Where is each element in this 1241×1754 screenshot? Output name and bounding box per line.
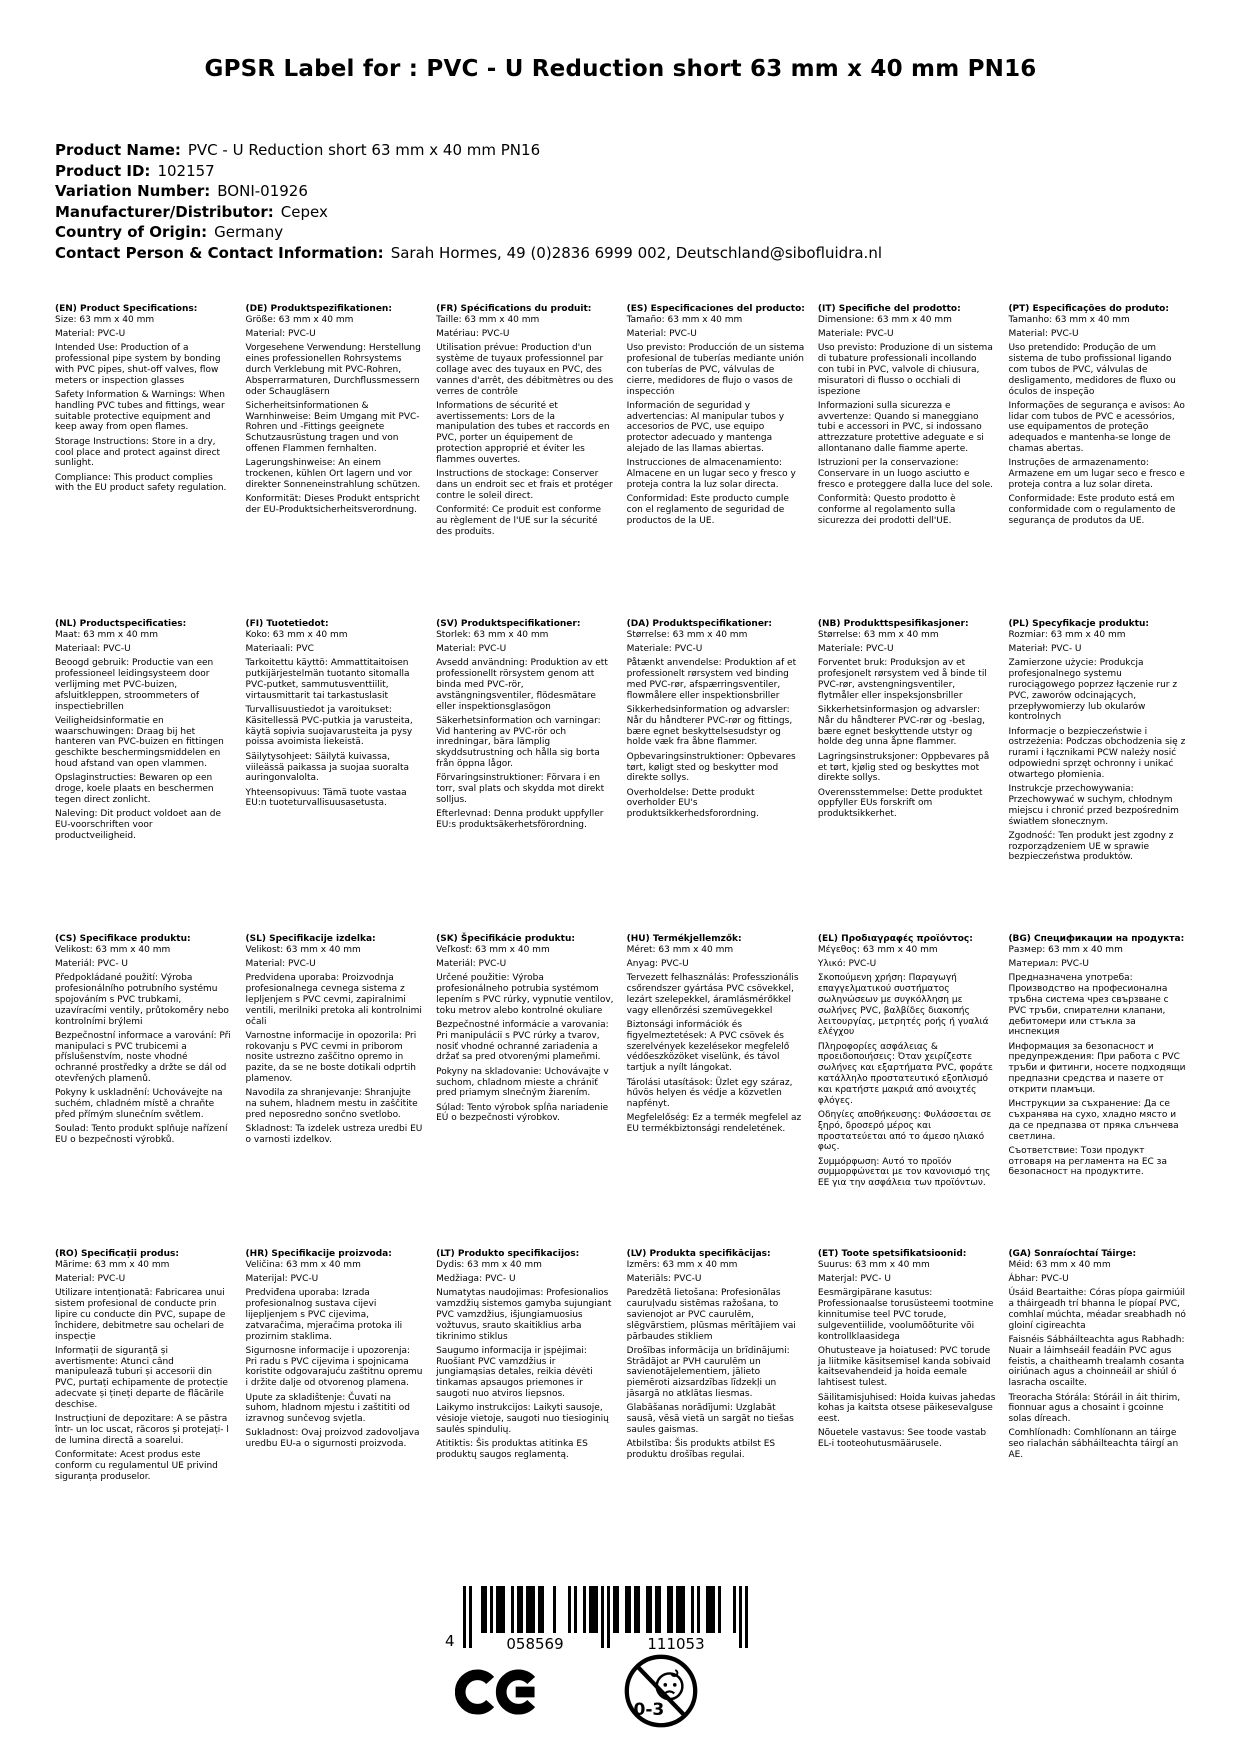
spec-paragraph: Rozmiar: 63 mm x 40 mm <box>1008 629 1126 640</box>
spec-block-title: (PL) Specyfikacje produktu: <box>1008 619 1149 629</box>
spec-paragraph: Материал: PVC-U <box>1008 959 1089 970</box>
spec-paragraph: Σκοπούμενη χρήση: Παραγωγή επαγγελματικού συστήματος σωληνώσεων με συγκόλληση με σωλήνες PVC, βαλβίδες διακοπής λειτουργίας, μετρητές ροής ή γυαλιά ελέγχου <box>817 973 989 1038</box>
spec-paragraph: Úsáid Beartaithe: Córas píopa gairmiúil a tháirgeadh trí bhanna le píopaí PVC, comhlaí múchta, méadar sreabhadh nó gloiní cigireachta <box>1008 1288 1186 1331</box>
spec-paragraph: Instrucciones de almacenamiento: Almacene en un lugar seco y fresco y proteja contra la luz solar directa. <box>626 458 796 490</box>
spec-paragraph: Biztonsági információk és figyelmeztetések: A PVC csövek és szerelvények kezelésekor megfelelő védőeszközöket viselünk, és távol tartjuk a nyílt lángokat. <box>626 1020 790 1074</box>
spec-paragraph: Materiale: PVC-U <box>626 644 703 655</box>
spec-paragraph: Materiale: PVC-U <box>817 644 894 655</box>
spec-paragraph: Zamierzone użycie: Produkcja profesjonalnego systemu rurociągowego poprzez łączenie rur z PVC, zaworów odcinających, przepływomierzy lub okularów kontrolnych <box>1008 658 1178 723</box>
spec-paragraph: Material: PVC-U <box>436 644 507 655</box>
product-info-row <box>55 181 882 202</box>
spec-paragraph: Conformità: Questo prodotto è conforme al regolamento sulla sicurezza dei prodotti dell'UE. <box>817 494 956 526</box>
spec-paragraph: Avsedd användning: Produktion av ett professionellt rörsystem genom att binda med PVC-rör, avstängningsventiler, flödesmätare eller inspektionsglasögon <box>436 658 608 712</box>
spec-paragraph: Πληροφορίες ασφάλειας & προειδοποιήσεις: Όταν χειρίζεστε σωλήνες και εξαρτήματα PVC, φοράτε κατάλληλο προστατευτικό εξοπλισμό και κρατήστε μακριά από ανοιχτές φλόγες. <box>817 1041 993 1106</box>
spec-block-title: (ET) Toote spetsifikatsioonid: <box>817 1249 967 1259</box>
spec-block-title: (SV) Produktspecifikationer: <box>436 619 581 629</box>
spec-paragraph: Påtænkt anvendelse: Produktion af et professionelt rørsystem ved binding med PVC-rør, afspærringsventiler, flowmålere eller inspektionsbriller <box>626 658 797 701</box>
spec-paragraph: Tarkoitettu käyttö: Ammattitaitoisen putkijärjestelmän tuotanto sitomalla PVC-putket, sammutusventtiilit, virtausmittarit tai tarkastuslasit <box>245 658 410 701</box>
spec-paragraph: Mărime: 63 mm x 40 mm <box>55 1259 170 1270</box>
spec-block-nb <box>818 619 996 934</box>
spec-paragraph: Turvallisuustiedot ja varoitukset: Käsitellessä PVC-putkia ja varusteita, käytä sopivia suojavarusteita ja pysy poissa avoimista liekeistä. <box>245 705 413 748</box>
spec-paragraph: Matériau: PVC-U <box>436 329 510 340</box>
spec-paragraph: Størrelse: 63 mm x 40 mm <box>817 629 939 640</box>
spec-paragraph: Sikkerhedsinformation og advarsler: Når du håndterer PVC-rør og fittings, bære egnet beskyttelsesudstyr og holde væk fra åbne flammer. <box>626 705 793 748</box>
spec-paragraph: Yhteensopivuus: Tämä tuote vastaa EU:n tuoteturvallisuusasetusta. <box>245 787 407 809</box>
spec-paragraph: Istruzioni per la conservazione: Conservare in un luogo asciutto e fresco e proteggere dalla luce del sole. <box>817 458 994 490</box>
spec-paragraph: Säilytysohjeet: Säilytä kuivassa, viileässä paikassa ja suojaa suoralta auringonvalolta. <box>245 751 410 784</box>
spec-block-title: (RO) Specificații produs: <box>55 1249 179 1259</box>
spec-block-lt <box>436 1249 614 1564</box>
spec-paragraph: Συμμόρφωση: Αυτό το προϊόν συμμορφώνεται με τον κανονισμό της ΕΕ για την ασφάλεια των προϊόντων. <box>817 1156 991 1189</box>
spec-paragraph: Compliance: This product complies with the EU product safety regulation. <box>55 472 227 494</box>
product-info-value: 102157 <box>157 161 215 180</box>
spec-block-nl <box>55 619 233 934</box>
spec-paragraph: Storage Instructions: Store in a dry, cool place and protect against direct sunlight. <box>55 436 221 469</box>
product-info-value: PVC - U Reduction short 63 mm x 40 mm PN16 <box>187 141 541 159</box>
spec-block-title: (NL) Productspecificaties: <box>55 619 187 629</box>
spec-paragraph: Informazioni sulla sicurezza e avvertenze: Quando si maneggiano tubi e accessori in PVC, si indossano attrezzature protettive adeguate e si allontanano dalle fiamme aperte. <box>817 400 984 455</box>
spec-paragraph: Informações de segurança e avisos: Ao lidar com tubos de PVC e acessórios, use equipamentos de proteção adequados e mantenha-se longe de chamas abertas. <box>1008 400 1185 455</box>
age-warning-label: 0-3 <box>633 1699 665 1720</box>
age-warning-0-3-icon <box>623 1653 699 1733</box>
product-info-row <box>55 140 882 161</box>
spec-paragraph: Vorgesehene Verwendung: Herstellung eines professionellen Rohrsystems durch Verklebung mit PVC-Rohren, Absperrarmaturen, Durchflussmessern oder Schaugläsern <box>245 343 421 397</box>
spec-block-title: (EN) Product Specifications: <box>55 304 198 314</box>
spec-paragraph: Υλικό: PVC-U <box>817 959 877 970</box>
spec-paragraph: Μέγεθος: 63 mm x 40 mm <box>817 944 938 955</box>
spec-block-title: (CS) Specifikace produktu: <box>55 934 191 944</box>
spec-paragraph: Materiale: PVC-U <box>817 329 894 340</box>
spec-block-title: (GA) Sonraíochtaí Táirge: <box>1008 1249 1137 1259</box>
spec-paragraph: Größe: 63 mm x 40 mm <box>245 314 354 325</box>
spec-paragraph: Instruções de armazenamento: Armazene em um lugar seco e fresco e proteja contra a luz solar direta. <box>1008 458 1185 490</box>
spec-paragraph: Material: PVC-U <box>1008 329 1079 340</box>
spec-paragraph: Instrucțiuni de depozitare: A se păstra într- un loc uscat, răcoros și protejați- l de lumina directă a soarelui. <box>55 1414 229 1446</box>
spec-paragraph: Eesmärgipärane kasutus: Professionaalse torusüsteemi tootmine kinnitumise teel PVC torude, sulgeventiilide, voolumõõturite või kontrollklaasidega <box>817 1288 994 1342</box>
spec-paragraph: Faisnéis Sábháilteachta agus Rabhadh: Nuair a láimhseáil feadáin PVC agus feistis, a chaitheamh trealamh cosanta oiriúnach agus a choinneáil ar shiúl ó lasracha oscailte. <box>1008 1335 1185 1389</box>
spec-paragraph: Sikkerhetsinformasjon og advarsler: Når du håndterer PVC-rør og -beslag, bære egnet beskyttende utstyr og holde deg unna åpne flammer. <box>817 705 986 748</box>
spec-paragraph: Maat: 63 mm x 40 mm <box>55 629 158 640</box>
spec-paragraph: Numatytas naudojimas: Profesionalios vamzdžių sistemos gamyba sujungiant PVC vamzdžius, išjungiamuosius vožtuvus, srauto skaitiklius arba tikrinimo stiklus <box>436 1288 612 1342</box>
spec-block-title: (SK) Špecifikácie produktu: <box>436 934 575 944</box>
spec-paragraph: Konformität: Dieses Produkt entspricht der EU-Produktsicherheitsverordnung. <box>245 494 420 516</box>
spec-paragraph: Paredzētā lietošana: Profesionālas cauruļvadu sistēmas ražošana, to savienojot ar PVC caurulēm, slēgvārstiem, plūsmas mērītājiem vai pārbaudes stikliem <box>626 1288 796 1342</box>
spec-block-title: (LT) Produkto specifikacijos: <box>436 1249 580 1259</box>
spec-paragraph: Οδηγίες αποθήκευσης: Φυλάσσεται σε ξηρό, δροσερό μέρος και προστατεύεται από το άμεσο ηλιακό φως. <box>817 1109 992 1153</box>
spec-paragraph: Materjal: PVC- U <box>817 1274 891 1285</box>
product-info-value: Cepex <box>280 202 328 221</box>
page-title: GPSR Label for : PVC - U Reduction short 63 mm x 40 mm PN16 <box>204 56 1037 82</box>
spec-block-title: (HR) Specifikacije proizvoda: <box>245 1249 392 1259</box>
spec-block-title: (FR) Spécifications du produit: <box>436 304 592 314</box>
spec-block-title: (DE) Produktspezifikationen: <box>245 304 392 314</box>
spec-paragraph: Ábhar: PVC-U <box>1008 1274 1069 1285</box>
spec-paragraph: Materiaali: PVC <box>245 644 314 655</box>
product-info-row <box>55 202 882 223</box>
spec-paragraph: Anyag: PVC-U <box>626 959 689 970</box>
product-info-label: Manufacturer/Distributor: <box>55 202 274 221</box>
spec-paragraph: Predvidena uporaba: Proizvodnja profesionalnega cevnega sistema z lepljenjem s PVC cevmi, zapiralnimi ventili, merilniki pretoka ali kontrolnimi očali <box>245 973 422 1027</box>
spec-block-pt <box>1008 304 1186 619</box>
product-info-label: Variation Number: <box>55 182 211 200</box>
spec-block-title: (IT) Specifiche del prodotto: <box>817 304 961 314</box>
spec-paragraph: Sukladnost: Ovaj proizvod zadovoljava uredbu EU-a o sigurnosti proizvoda. <box>245 1428 420 1450</box>
spec-paragraph: Varnostne informacije in opozorila: Pri rokovanju s PVC cevmi in priborom nosite ustrezno zaščitno opremo in pazite, da se ne boste dotikali odprtih plamenov. <box>245 1030 417 1085</box>
barcode-group1-digits: 058569 <box>472 1635 598 1653</box>
spec-block-en <box>55 304 233 619</box>
spec-paragraph: Uso pretendido: Produção de um sistema de tubo profissional ligando com tubos de PVC, válvulas de desligamento, medidores de fluxo ou óculos de inspeção <box>1008 343 1176 397</box>
spec-paragraph: Информация за безопасност и предупреждения: При работа с PVC тръби и фитинги, носете подходящи предпазни средства и пазете от открити пламъци. <box>1008 1041 1186 1095</box>
spec-block-hr <box>246 1249 424 1564</box>
spec-paragraph: Safety Information & Warnings: When handling PVC tubes and fittings, wear suitable protective equipment and keep away from open flames. <box>55 390 225 433</box>
spec-block-title: (DA) Produktspecifikationer: <box>626 619 772 629</box>
spec-grid <box>55 304 1186 1564</box>
spec-paragraph: Předpokládané použití: Výroba profesionálního potrubního systému spojováním s PVC trubkami, uzavíracími ventily, průtokoměry nebo kontrolními brýlemi <box>55 973 229 1027</box>
product-info-label: Product Name: <box>55 141 181 159</box>
spec-paragraph: Informații de siguranță și avertismente: Atunci când manipulează tuburi și accesorii din PVC, purtați echipamente de protecție adecvate și țineți departe de flăcările deschise. <box>55 1345 228 1410</box>
spec-block-title: (EL) Προδιαγραφές προϊόντος: <box>817 934 973 944</box>
product-info-block <box>55 140 882 263</box>
spec-paragraph: Opslaginstructies: Bewaren op een droge, koele plaats en beschermen tegen direct zonlicht. <box>55 773 214 805</box>
spec-block-de <box>246 304 424 619</box>
spec-paragraph: Utilisation prévue: Production d'un système de tuyaux professionnel par collage avec des tuyaux en PVC, des vannes d'arrêt, des débitmètres ou des verres de contrôle <box>436 343 614 397</box>
spec-paragraph: Treoracha Stórála: Stóráil in áit thirim, fionnuar agus a chosaint i gcoinne solas díreach. <box>1008 1392 1181 1425</box>
spec-paragraph: Bezpečnostní informace a varování: Při manipulaci s PVC trubicemi a příslušenstvím, noste vhodné ochranné prostředky a držte se dál od otevřených plamenů. <box>55 1030 231 1085</box>
spec-paragraph: Размер: 63 mm x 40 mm <box>1008 944 1123 955</box>
spec-paragraph: Sicherheitsinformationen & Warnhinweise: Beim Umgang mit PVC-Rohren und -Fittings geeignete Schutzausrüstung tragen und von offenen Flammen fernhalten. <box>245 400 420 455</box>
spec-block-fi <box>246 619 424 934</box>
spec-paragraph: Dimensione: 63 mm x 40 mm <box>817 314 952 325</box>
spec-paragraph: Material: PVC-U <box>55 1274 126 1285</box>
spec-paragraph: Naleving: Dit product voldoet aan de EU-voorschriften voor productveiligheid. <box>55 809 222 841</box>
spec-paragraph: Informations de sécurité et avertissements: Lors de la manipulation des tubes et raccords en PVC, porter un équipement de protection approprié et éviter les flammes ouvertes. <box>436 400 610 465</box>
spec-paragraph: Izmērs: 63 mm x 40 mm <box>626 1259 738 1270</box>
ean13-barcode <box>445 1586 767 1654</box>
spec-paragraph: Skladnost: Ta izdelek ustreza uredbi EU o varnosti izdelkov. <box>245 1124 423 1146</box>
spec-block-title: (BG) Спецификации на продукта: <box>1008 934 1185 944</box>
spec-block-pl <box>1008 619 1186 934</box>
spec-paragraph: Bezpečnostné informácie a varovania: Pri manipulácii s PVC rúrky a tvarov, nosiť vhodné ochranné zariadenia a držať sa pred otvorenými plameňmi. <box>436 1020 609 1063</box>
spec-paragraph: Tamanho: 63 mm x 40 mm <box>1008 314 1130 325</box>
spec-paragraph: Lagringsinstruksjoner: Oppbevares på et tørt, kjølig sted og beskyttes mot direkte sollys. <box>817 751 990 784</box>
spec-paragraph: Tervezett felhasználás: Professzionális csőrendszer gyártása PVC csövekkel, lezárt szelepekkel, áramlásmérőkkel vagy ellenőrzési szemüvegekkel <box>626 973 799 1016</box>
product-info-value: Sarah Hormes, 49 (0)2836 6999 002, Deutschland@sibofluidra.nl <box>390 243 882 262</box>
spec-paragraph: Ohutusteave ja hoiatused: PVC torude ja liitmike käsitsemisel kanda sobivaid kaitsevahendeid ja hoida eemale lahtisest tulest. <box>817 1345 991 1389</box>
spec-paragraph: Utilizare intenționată: Fabricarea unui sistem profesional de conducte prin lipire cu conducte din PVC, supape de închidere, debitmetre sau ochelari de inspecție <box>55 1288 226 1342</box>
spec-paragraph: Opbevaringsinstruktioner: Opbevares tørt, køligt sted og beskytter mod direkte sollys. <box>626 751 796 784</box>
spec-paragraph: Materiál: PVC- U <box>55 959 129 970</box>
spec-paragraph: Nõuetele vastavus: See toode vastab EL-i tooteohutusmäärusele. <box>817 1428 987 1450</box>
spec-paragraph: Sigurnosne informacije i upozorenja: Pri radu s PVC cijevima i spojnicama koristite odgovarajuću zaštitnu opremu i držite dalje od otvorenog plamena. <box>245 1345 423 1389</box>
ce-mark-icon <box>455 1661 537 1727</box>
spec-paragraph: Lagerungshinweise: An einem trockenen, kühlen Ort lagern und vor direkter Sonneneinstrahlung schützen. <box>245 458 421 490</box>
spec-paragraph: Säilitamisjuhised: Hoida kuivas jahedas kohas ja kaitsta otsese päikesevalguse eest. <box>817 1392 996 1425</box>
spec-paragraph: Conformidad: Este producto cumple con el reglamento de seguridad de productos de la UE. <box>626 494 789 526</box>
spec-paragraph: Overholdelse: Dette produkt overholder EU's produktsikkerhedsforordning. <box>626 787 759 820</box>
spec-paragraph: Предназначена употреба: Производство на професионална тръбна система чрез свързване с PVC тръби, спирателни клапани, дебитомери или стъкла за инспекция <box>1008 973 1169 1038</box>
spec-paragraph: Pokyny k uskladnění: Uchovávejte na suchém, chladném místě a chraňte před přímým slunečním světlem. <box>55 1088 223 1120</box>
spec-block-cs <box>55 934 233 1249</box>
spec-block-el <box>818 934 996 1249</box>
spec-paragraph: Conformitate: Acest produs este conform cu regulamentul UE privind siguranța produselor. <box>55 1450 218 1482</box>
spec-paragraph: Súlad: Tento výrobok spĺňa nariadenie EÚ o bezpečnosti výrobkov. <box>436 1102 609 1124</box>
spec-paragraph: Materiaal: PVC-U <box>55 644 131 655</box>
spec-paragraph: Navodila za shranjevanje: Shranjujte na suhem, hladnem mestu in zaščitite pred neposredno sončno svetlobo. <box>245 1088 418 1120</box>
spec-paragraph: Comhlíonadh: Comhlíonann an táirge seo rialachán sábháilteachta táirgí an AE. <box>1008 1428 1179 1461</box>
product-info-row <box>55 161 882 182</box>
spec-paragraph: Material: PVC-U <box>245 329 316 340</box>
spec-block-ga <box>1008 1249 1186 1564</box>
spec-paragraph: Zgodność: Ten produkt jest zgodny z rozporządzeniem UE w sprawie bezpieczeństwa produktów. <box>1008 830 1174 863</box>
spec-paragraph: Velikost: 63 mm x 40 mm <box>55 944 171 955</box>
spec-paragraph: Materiāls: PVC-U <box>626 1274 702 1285</box>
spec-paragraph: Upute za skladištenje: Čuvati na suhom, hladnom mjestu i zaštititi od izravnog sunčevog svjetla. <box>245 1392 410 1425</box>
spec-paragraph: Veľkosť: 63 mm x 40 mm <box>436 944 550 955</box>
spec-block-title: (NB) Produkttspesifikasjoner: <box>817 619 969 629</box>
spec-paragraph: Veličina: 63 mm x 40 mm <box>245 1259 361 1270</box>
spec-paragraph: Velikost: 63 mm x 40 mm <box>245 944 361 955</box>
spec-paragraph: Drošības informācija un brīdinājumi: Strādājot ar PVH caurulēm un savienotājelementiem, jālieto piemēroti aizsardzības līdzekļi un jāsargā no atklātas liesmas. <box>626 1345 790 1400</box>
spec-paragraph: Säkerhetsinformation och varningar: Vid hantering av PVC-rör och inredningar, bära lämplig skyddsutrustning och hålla sig borta från öppna lågor. <box>436 715 601 770</box>
product-info-value: Germany <box>214 223 284 241</box>
spec-paragraph: Información de seguridad y advertencias: Al manipular tubos y accesorios de PVC, use equipo protector adecuado y mantenga alejado de las llamas abiertas. <box>626 400 785 455</box>
spec-paragraph: Informacje o bezpieczeństwie i ostrzeżenia: Podczas obchodzenia się z rurami i łącznikami PCW należy nosić odpowiedni sprzęt ochronny i unikać otwartego płomienia. <box>1008 726 1186 780</box>
spec-block-title: (SL) Specifikacije izdelka: <box>245 934 376 944</box>
spec-paragraph: Efterlevnad: Denna produkt uppfyller EU:s produktsäkerhetsförordning. <box>436 809 604 831</box>
spec-paragraph: Инструкции за съхранение: Да се съхранява на сухо, хладно място и да се предпазва от пряка слънчева светлина. <box>1008 1099 1179 1142</box>
spec-paragraph: Intended Use: Production of a professional pipe system by bonding with PVC pipes, shut-off valves, flow meters or inspection glasses <box>55 343 221 386</box>
spec-paragraph: Uso previsto: Produzione di un sistema di tubature professionali incollando con tubi in PVC, valvole di chiusura, misuratori di flusso o occhiali di ispezione <box>817 343 993 397</box>
spec-block-sk <box>436 934 614 1249</box>
barcode-group2-digits: 111053 <box>613 1635 739 1653</box>
spec-paragraph: Glabāšanas norādījumi: Uzglabāt sausā, vēsā vietā un sargāt no tiešas saules gaismas. <box>626 1403 794 1435</box>
spec-block-title: (LV) Produkta specifikācijas: <box>626 1249 771 1259</box>
spec-paragraph: Tárolási utasítások: Üzlet egy száraz, hűvös helyen és védje a közvetlen napfényt. <box>626 1077 793 1110</box>
spec-block-sv <box>436 619 614 934</box>
spec-paragraph: Suurus: 63 mm x 40 mm <box>817 1259 930 1270</box>
spec-block-title: (PT) Especificações do produto: <box>1008 304 1169 314</box>
spec-paragraph: Size: 63 mm x 40 mm <box>55 314 155 325</box>
spec-paragraph: Materiál: PVC-U <box>436 959 507 970</box>
spec-paragraph: Predviđena uporaba: Izrada profesionalnog sustava cijevi lijepljenjem s PVC cijevima, zatvaračima, mjeračima protoka ili prozirnim staklima. <box>245 1288 403 1342</box>
spec-paragraph: Instructions de stockage: Conserver dans un endroit sec et frais et protéger contre le soleil direct. <box>436 469 613 501</box>
spec-paragraph: Conformidade: Este produto está em conformidade com o regulamento de segurança de produtos da UE. <box>1008 494 1176 526</box>
barcode-prefix-digit: 4 <box>445 1632 455 1650</box>
product-info-label: Product ID: <box>55 161 151 180</box>
spec-paragraph: Tamaño: 63 mm x 40 mm <box>626 314 743 325</box>
spec-paragraph: Material: PVC-U <box>626 329 697 340</box>
spec-paragraph: Atbilstība: Šis produkts atbilst ES produktu drošības regulai. <box>626 1439 776 1461</box>
spec-paragraph: Material: PVC-U <box>245 959 316 970</box>
spec-block-es <box>627 304 805 619</box>
spec-paragraph: Material: PVC-U <box>55 329 126 340</box>
spec-paragraph: Taille: 63 mm x 40 mm <box>436 314 540 325</box>
spec-paragraph: Určené použitie: Výroba profesionálneho potrubia systémom lepením s PVC rúrky, vypnutie ventilov, toku metrov alebo kontrolné okuliare <box>436 973 614 1016</box>
spec-block-hu <box>627 934 805 1249</box>
spec-paragraph: Beoogd gebruik: Productie van een professioneel leidingsysteem door verlijming met PVC-buizen, afsluitkleppen, stroommeters of inspectiebrillen <box>55 658 214 712</box>
spec-paragraph: Förvaringsinstruktioner: Förvara i en torr, sval plats och skydda mot direkt solljus. <box>436 773 605 805</box>
spec-block-et <box>818 1249 996 1564</box>
spec-paragraph: Méid: 63 mm x 40 mm <box>1008 1259 1111 1270</box>
spec-paragraph: Dydis: 63 mm x 40 mm <box>436 1259 542 1270</box>
spec-block-sl <box>246 934 424 1249</box>
spec-block-title: (FI) Tuotetiedot: <box>245 619 329 629</box>
spec-paragraph: Pokyny na skladovanie: Uchovávajte v suchom, chladnom mieste a chrániť pred priamym slnečným žiarením. <box>436 1066 609 1099</box>
spec-paragraph: Forventet bruk: Produksjon av et profesjonelt rørsystem ved å binde til PVC-rør, avstengningsventiler, flytmåler eller inspeksjonsbriller <box>817 658 987 701</box>
spec-paragraph: Saugumo informacija ir įspėjimai: Ruošiant PVC vamzdžius ir jungiamąsias detales, reikia dėvėti tinkamas apsaugos priemones ir saugoti nuo atviros liepsnos. <box>436 1345 593 1400</box>
spec-block-bg <box>1008 934 1186 1249</box>
spec-block-title: (ES) Especificaciones del producto: <box>626 304 805 314</box>
spec-block-title: (HU) Termékjellemzők: <box>626 934 742 944</box>
spec-paragraph: Veiligheidsinformatie en waarschuwingen: Draag bij het hanteren van PVC-buizen en fittingen geschikte beschermingsmiddelen en houd afstand van open vlammen. <box>55 715 224 770</box>
spec-paragraph: Laikymo instrukcijos: Laikyti sausoje, vėsioje vietoje, saugoti nuo tiesioginių saulės spindulių. <box>436 1403 609 1435</box>
product-info-value: BONI-01926 <box>217 182 308 200</box>
product-info-label: Country of Origin: <box>55 223 208 241</box>
product-info-label: Contact Person & Contact Information: <box>55 243 384 262</box>
product-info-row <box>55 243 882 264</box>
spec-paragraph: Soulad: Tento produkt splňuje nařízení EU o bezpečnosti výrobků. <box>55 1124 228 1146</box>
spec-block-fr <box>436 304 614 619</box>
spec-paragraph: Medžiaga: PVC- U <box>436 1274 516 1285</box>
spec-paragraph: Méret: 63 mm x 40 mm <box>626 944 734 955</box>
spec-paragraph: Instrukcje przechowywania: Przechowywać w suchym, chłodnym miejscu i chronić przed bezpośrednim światłem słonecznym. <box>1008 784 1179 827</box>
spec-block-lv <box>627 1249 805 1564</box>
spec-paragraph: Conformité: Ce produit est conforme au règlement de l'UE sur la sécurité des produits. <box>436 505 602 537</box>
spec-block-ro <box>55 1249 233 1564</box>
spec-paragraph: Størrelse: 63 mm x 40 mm <box>626 629 748 640</box>
spec-paragraph: Съответствие: Този продукт отговаря на регламента на ЕС за безопасност на продуктите. <box>1008 1145 1167 1178</box>
spec-paragraph: Materijal: PVC-U <box>245 1274 319 1285</box>
spec-paragraph: Koko: 63 mm x 40 mm <box>245 629 348 640</box>
spec-paragraph: Storlek: 63 mm x 40 mm <box>436 629 549 640</box>
spec-paragraph: Overensstemmelse: Dette produktet oppfyller EUs forskrift om produktsikkerhet. <box>817 787 983 820</box>
spec-paragraph: Materiał: PVC- U <box>1008 644 1082 655</box>
product-info-row <box>55 222 882 243</box>
spec-block-da <box>627 619 805 934</box>
spec-block-it <box>818 304 996 619</box>
spec-paragraph: Atitiktis: Šis produktas atitinka ES produktų saugos reglamentą. <box>436 1439 588 1461</box>
spec-paragraph: Megfelelőség: Ez a termék megfelel az EU termékbiztonsági rendeletének. <box>626 1113 802 1135</box>
spec-paragraph: Uso previsto: Producción de un sistema profesional de tuberías mediante unión con tuberías de PVC, válvulas de cierre, medidores de flujo o vasos de inspección <box>626 343 805 397</box>
